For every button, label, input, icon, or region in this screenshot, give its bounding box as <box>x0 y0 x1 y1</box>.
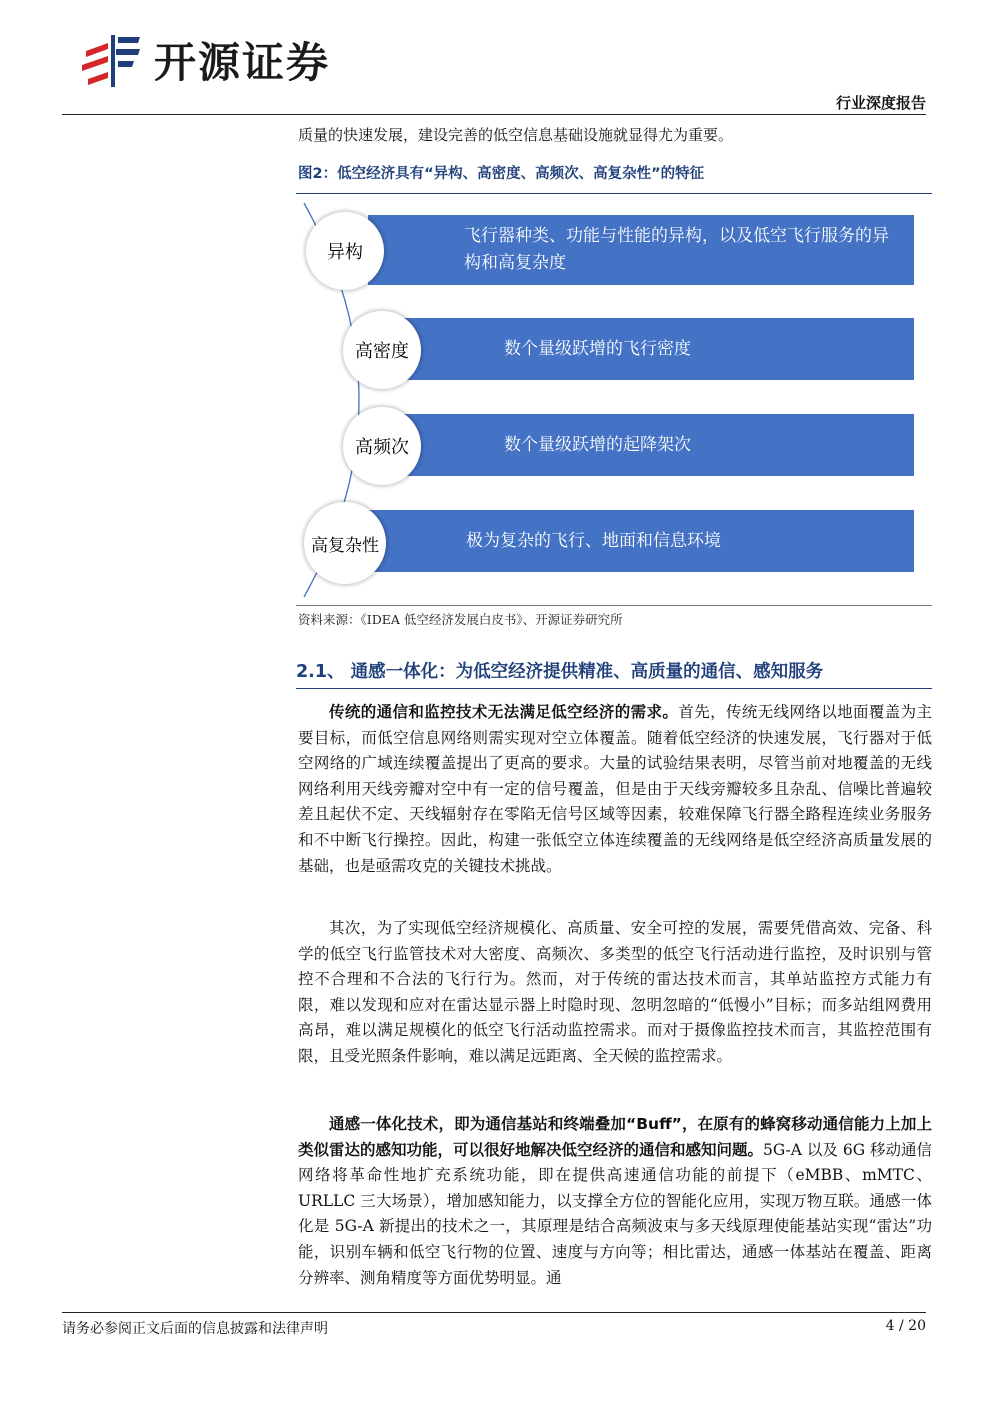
feature-label-heterogeneous: 异构 <box>327 242 363 263</box>
feature-bar-high-complexity <box>368 510 914 572</box>
brand-logo <box>78 30 330 90</box>
feature-circle-high-frequency <box>343 407 421 485</box>
figure-title: 图2：低空经济具有“异构、高密度、高频次、高复杂性”的特征 <box>298 166 705 182</box>
feature-diagram <box>296 195 932 605</box>
report-type: 行业深度报告 <box>835 94 926 112</box>
feature-circle-high-density <box>343 311 421 389</box>
feature-circle-high-complexity <box>304 502 386 584</box>
feature-desc-high-density: 数个量级跃增的飞行密度 <box>504 338 691 359</box>
intro-paragraph: 质量的快速发展，建设完善的低空信息基础设施就显得尤为重要。 <box>298 126 734 144</box>
section-rule <box>296 688 932 689</box>
figure-top-rule <box>296 193 932 194</box>
feature-desc-high-frequency: 数个量级跃增的起降架次 <box>504 434 691 455</box>
page-header <box>0 0 992 115</box>
feature-desc-heterogeneous: 飞行器种类、功能与性能的异构，以及低空飞行服务的异构和高复杂度 <box>464 226 889 273</box>
body-paragraph-3 <box>298 1112 932 1291</box>
paragraph-3-text: 5G-A 以及 6G 移动通信网络将革命性地扩充系统功能，即在提供高速通信功能的前提下（eMBB、mMTC、URLLC 三大场景），增加感知能力，以支撑全方位的智能化应用，实现万物互联。通感一体化是 5G-A 新提出的技术之一，其原理是结合高频波束与多天线原理使能基站实现“雷达”功能，识别车辆和低空飞行物的位置、速度与方向等；相比雷达，通感一体基站在覆盖、距离分辨率、测角精度等方面优势明显。通 <box>298 1140 933 1287</box>
feature-label-high-density: 高密度 <box>355 341 409 362</box>
feature-bar-high-density <box>368 318 914 380</box>
figure-source: 资料来源：《IDEA 低空经济发展白皮书》、开源证券研究所 <box>298 612 623 627</box>
paragraph-3-lead: 通感一体化技术，即为通信基站和终端叠加“Buff”，在原有的蜂窝移动通信能力上加上类似雷达的感知功能，可以很好地解决低空经济的通信和感知问题。 <box>298 1115 932 1159</box>
feature-desc-high-complexity: 极为复杂的飞行、地面和信息环境 <box>466 530 721 551</box>
feature-circle-heterogeneous <box>306 212 384 290</box>
header-divider <box>62 114 926 115</box>
section-heading: 2.1、 通感一体化：为低空经济提供精准、高质量的通信、感知服务 <box>296 662 824 682</box>
footer-divider <box>62 1312 926 1313</box>
footer-disclaimer: 请务必参阅正文后面的信息披露和法律声明 <box>62 1321 328 1337</box>
paragraph-2-text: 其次，为了实现低空经济规模化、高质量、安全可控的发展，需要凭借高效、完备、科学的低空飞行监管技术对大密度、高频次、多类型的低空飞行活动进行监控，及时识别与管控不合理和不合法的飞行行为。然而，对于传统的雷达技术而言，其单站监控方式能力有限，难以发现和应对在雷达显示器上时隐时现、忽明忽暗的“低慢小”目标；而多站组网费用高昂，难以满足规模化的低空飞行活动监控需求。而对于摄像监控技术而言，其监控范围有限，且受光照条件影响，难以满足远距离、全天候的监控需求。 <box>298 919 932 1065</box>
feature-label-high-complexity: 高复杂性 <box>311 535 379 556</box>
brand-name: 开源证券 <box>154 38 331 87</box>
feature-label-high-frequency: 高频次 <box>355 437 409 458</box>
feature-bar-heterogeneous <box>368 215 914 285</box>
feature-bar-high-frequency <box>368 414 914 476</box>
brand-logo-icon <box>78 31 146 89</box>
body-paragraph-2 <box>298 916 932 1070</box>
paragraph-1-lead: 传统的通信和监控技术无法满足低空经济的需求。 <box>329 703 679 721</box>
page-number: 4 / 20 <box>885 1318 926 1334</box>
figure-bottom-rule <box>296 605 932 606</box>
paragraph-1-text: 首先，传统无线网络以地面覆盖为主要目标，而低空信息网络则需实现对空立体覆盖。随着低空经济的快速发展，飞行器对于低空网络的广域连续覆盖提出了更高的要求。大量的试验结果表明，尽管当前对地覆盖的无线网络利用天线旁瓣对空中有一定的信号覆盖，但是由于天线旁瓣较多且杂乱、信噪比普遍较差且起伏不定、天线辐射存在零陷无信号区域等因素，较难保障飞行器全路程连续业务服务和不中断飞行操控。因此，构建一张低空立体连续覆盖的无线网络是低空经济高质量发展的基础，也是亟需攻克的关键技术挑战。 <box>298 703 932 875</box>
body-paragraph-1 <box>298 700 932 879</box>
